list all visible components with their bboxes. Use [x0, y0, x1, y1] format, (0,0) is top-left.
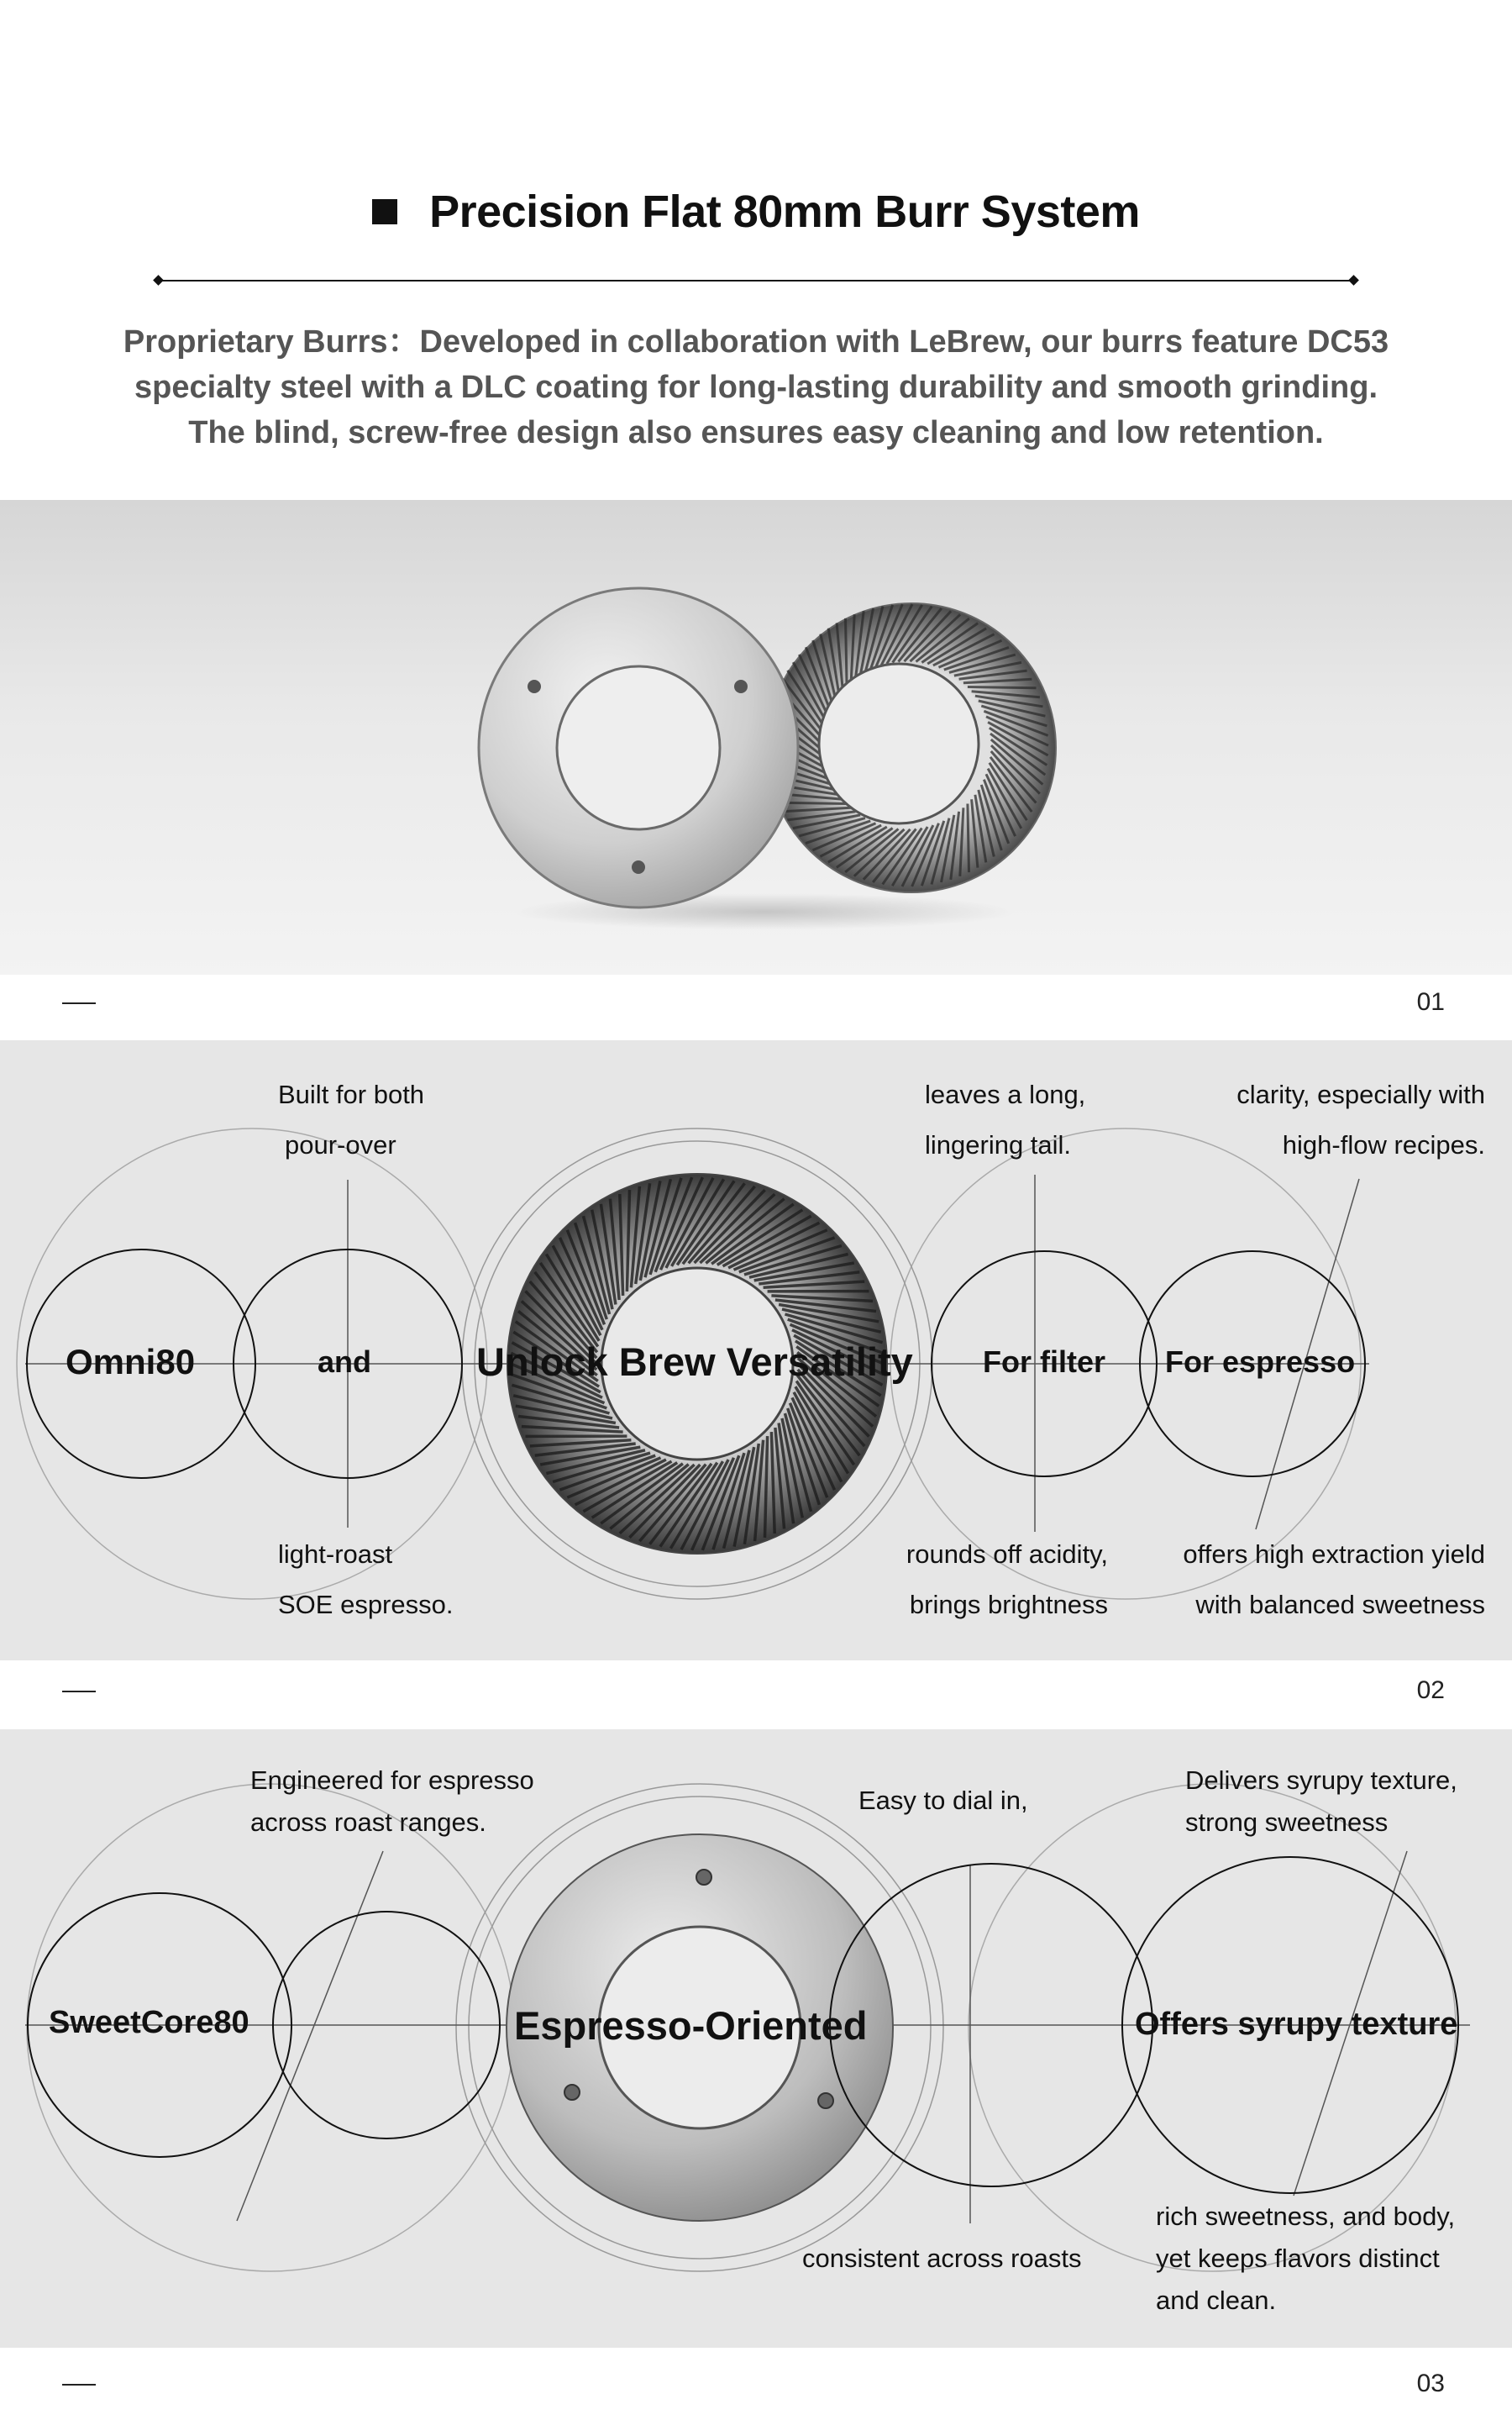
note-label: Built for both	[278, 1080, 425, 1109]
note-label: high-flow recipes.	[1282, 1130, 1485, 1160]
burr-pair-illustration	[0, 500, 1512, 975]
page-header	[0, 178, 1512, 245]
sweetcore80-name: SweetCore80	[49, 2005, 249, 2040]
sweetcore80-section	[0, 1729, 1512, 2348]
flat-burr-plate	[479, 588, 798, 908]
section-divider-01	[0, 978, 1512, 1028]
note-label: consistent across roasts	[802, 2244, 1082, 2273]
divider-number: 03	[1416, 2370, 1445, 2397]
omni80-section	[0, 1040, 1512, 1660]
divider-number: 01	[1416, 988, 1445, 1016]
note-label: clarity, especially with	[1236, 1080, 1485, 1109]
section-divider-03	[0, 2360, 1512, 2410]
note-label: Easy to dial in,	[858, 1786, 1028, 1815]
cutting-burr	[766, 603, 1056, 892]
omni80-name: Omni80	[66, 1342, 196, 1381]
section-divider-02	[0, 1666, 1512, 1717]
note-label: rounds off acidity,	[906, 1539, 1108, 1569]
divider-dash	[62, 1002, 96, 1004]
hero-burrs-image	[0, 500, 1512, 975]
intro-paragraph	[84, 319, 1428, 455]
note-label: SOE espresso.	[278, 1590, 454, 1619]
note-label: pour-over	[285, 1130, 396, 1160]
note-label: Engineered for espresso	[250, 1765, 534, 1795]
note-label: light-roast	[278, 1539, 393, 1569]
title-divider	[158, 280, 1354, 281]
sweetcore80-offers: Offers syrupy texture	[1135, 2007, 1458, 2042]
page-title: Precision Flat 80mm Burr System	[429, 187, 1140, 237]
divider-number: 02	[1416, 1676, 1445, 1704]
title-square-icon	[372, 199, 397, 224]
note-label: and clean.	[1156, 2286, 1277, 2315]
omni80-headline: Unlock Brew Versatility	[476, 1339, 913, 1384]
omni80-for-espresso: For espresso	[1165, 1344, 1356, 1379]
note-label: lingering tail.	[925, 1130, 1072, 1160]
omni80-connector: and	[318, 1344, 372, 1379]
note-label: offers high extraction yield	[1183, 1539, 1485, 1569]
note-label: across roast ranges.	[250, 1807, 486, 1837]
note-label: leaves a long,	[925, 1080, 1086, 1109]
divider-dash	[62, 2384, 96, 2386]
note-label: yet keeps flavors distinct	[1156, 2244, 1440, 2273]
intro-line: specialty steel with a DLC coating for long-lasting durability and smooth grinding.	[134, 370, 1378, 405]
note-label: strong sweetness	[1185, 1807, 1389, 1837]
sweetcore80-headline: Espresso-Oriented	[514, 2003, 868, 2048]
omni80-for-filter: For filter	[983, 1344, 1106, 1379]
note-label: Delivers syrupy texture,	[1185, 1765, 1457, 1795]
intro-line: The blind, screw-free design also ensures easy cleaning and low retention.	[188, 415, 1324, 450]
note-label: with balanced sweetness	[1195, 1590, 1485, 1619]
intro-line: Proprietary Burrs：Developed in collaboration with LeBrew, our burrs feature DC53	[123, 324, 1389, 360]
note-label: brings brightness	[909, 1590, 1108, 1619]
divider-dash	[62, 1691, 96, 1692]
note-label: rich sweetness, and body,	[1156, 2202, 1456, 2231]
